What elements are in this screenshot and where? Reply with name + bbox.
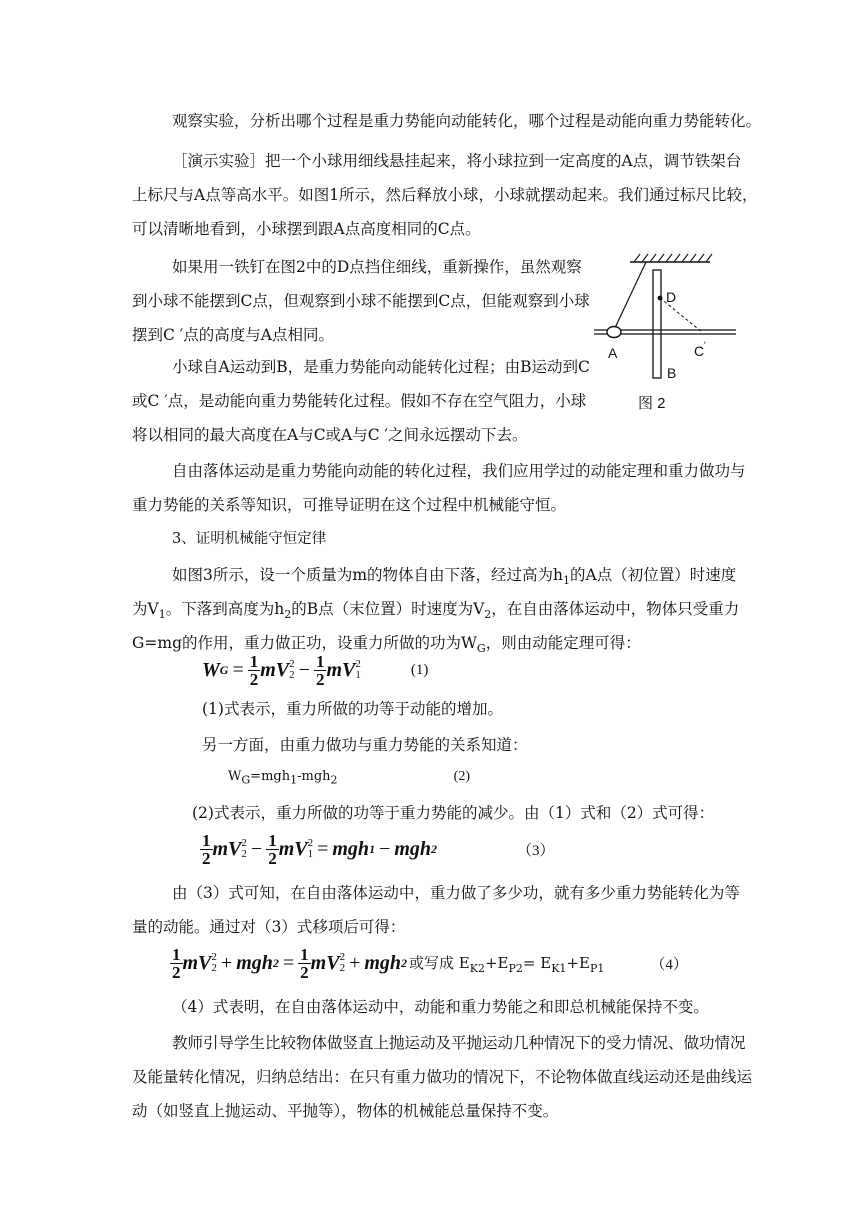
eq2-W: W bbox=[228, 769, 242, 784]
note-eq4: （4）式表明，在自由落体运动中，动能和重力势能之和即总机械能保持不变。 bbox=[172, 998, 709, 1016]
equation-4 bbox=[170, 940, 688, 986]
eq3-mgh1: mgh bbox=[332, 837, 370, 860]
equation-3 bbox=[200, 826, 555, 872]
eq4-mv2: mV bbox=[182, 951, 212, 974]
eq4-mgh2a: mgh bbox=[236, 951, 273, 974]
eq4-sub-k1: K1 bbox=[551, 961, 567, 975]
eq3-sub-1: 1 bbox=[369, 841, 376, 856]
eq4-plus-2: + bbox=[349, 951, 361, 974]
eq2-sub-G: G bbox=[241, 773, 251, 787]
eq4-mgh2b: mgh bbox=[364, 951, 402, 974]
eq3-exp-2: 2 2 bbox=[241, 837, 247, 860]
subscript-v1: 1 bbox=[158, 608, 166, 622]
eq4-sub-2b: 2 bbox=[401, 955, 408, 970]
eq4-equals: = bbox=[282, 951, 295, 974]
eq4-mv2b: mV bbox=[310, 951, 340, 974]
paragraph-summary-line2: 及能量转化情况，归纳总结出：在只有重力做功的情况下，不论物体做直线运动还是曲线运 bbox=[132, 1068, 753, 1086]
eq2-part1: =mgh bbox=[250, 769, 291, 784]
eq3-sub-2: 2 bbox=[431, 841, 438, 856]
paragraph-nail-line1: 如果用一铁钉在图2中的D点挡住细线，重新操作，虽然观察 bbox=[172, 258, 582, 276]
subscript-v2: 2 bbox=[484, 608, 492, 622]
note-eq2: (2)式表示，重力所做的功等于重力势能的减少。由（1）式和（2）式可得： bbox=[192, 804, 715, 822]
eq1-exp-2: 2 2 bbox=[289, 658, 295, 681]
proof-text-5: 的B点（末位置）时速度为V bbox=[291, 600, 485, 618]
paragraph-demo-line1: ［演示实验］把一个小球用细线悬挂起来，将小球拉到一定高度的A点，调节铁架台 bbox=[172, 152, 742, 170]
subscript-G: G bbox=[476, 642, 486, 656]
eq3-number: （3） bbox=[517, 842, 555, 859]
eq4-frac-2: $\frac{1}{2}$ bbox=[300, 944, 309, 982]
label-B: B bbox=[667, 365, 677, 381]
eq4-plus-1: + bbox=[220, 951, 233, 974]
eq4-sub-p1: P1 bbox=[589, 961, 605, 975]
proof-text-4: 。下落到高度为h bbox=[165, 600, 285, 618]
eq4-exp-2a: 2 2 bbox=[211, 951, 217, 974]
paragraph-motion-line2: 或C ′点，是动能向重力势能转化过程。假如不存在空气阻力，小球 bbox=[132, 392, 587, 410]
note-relation: 另一方面，由重力做功与重力势能的关系知道： bbox=[202, 736, 528, 754]
proof-text-7: G=mg的作用，重力做正功，设重力所做的功为W bbox=[132, 634, 477, 652]
eq3-mgh2: mgh bbox=[394, 837, 432, 860]
proof-text-8: ，则由动能定理可得： bbox=[485, 634, 641, 652]
eq3-minus-2: − bbox=[379, 837, 391, 860]
eq1-mv1: mV bbox=[326, 658, 356, 681]
eq4-alt-form: 或写成 $E_{K2}+E_{P2}= E_{K1}+E_{P1}$ bbox=[409, 953, 605, 975]
eq3-minus: − bbox=[250, 837, 263, 860]
proof-text-2: 的A点（初位置）时速度 bbox=[570, 566, 737, 584]
eq1-frac-2: $\frac{1}{2}$ bbox=[315, 651, 325, 689]
paragraph-observe: 观察实验，分析出哪个过程是重力势能向动能转化，哪个过程是动能向重力势能转化。 bbox=[172, 112, 762, 130]
note-eq1: (1)式表示，重力所做的功等于动能的增加。 bbox=[202, 700, 503, 718]
paragraph-demo-line2: 上标尺与A点等高水平。如图1所示，然后释放小球，小球就摆动起来。我们通过标尺比较， bbox=[132, 186, 758, 204]
eq4-sub-k2: K2 bbox=[469, 961, 485, 975]
subscript-h2: 2 bbox=[284, 608, 292, 622]
eq1-number: (1) bbox=[410, 661, 429, 678]
label-C: C bbox=[694, 343, 705, 359]
eq1-mv2: mV bbox=[260, 658, 290, 681]
subscript-1: 1 bbox=[563, 574, 571, 588]
label-D: D bbox=[666, 289, 677, 305]
eq4-exp-2b: 2 2 bbox=[339, 951, 346, 974]
proof-text-6: ，在自由落体运动中，物体只受重力 bbox=[491, 600, 740, 618]
equation-1 bbox=[202, 648, 428, 692]
eq2-sub-1: 1 bbox=[290, 773, 298, 787]
eq3-frac-2: $\frac{1}{2}$ bbox=[268, 830, 277, 868]
paragraph-demo-line3: 可以清晰地看到，小球摆到跟A点高度相同的C点。 bbox=[132, 220, 481, 238]
equation-2 bbox=[228, 760, 470, 798]
eq1-W: W bbox=[202, 658, 220, 681]
eq3-equals: = bbox=[317, 837, 329, 860]
paragraph-summary-line1: 教师引导学生比较物体做竖直上抛运动及平抛运动几种情况下的受力情况、做功情况 bbox=[172, 1034, 746, 1052]
paragraph-summary-line3: 动（如竖直上抛运动、平抛等），物体的机械能总量保持不变。 bbox=[132, 1102, 559, 1120]
eq4-mid-text: 或写成 E bbox=[409, 953, 470, 972]
proof-text-1: 如图3所示，设一个质量为m的物体自由下落，经过高为h bbox=[172, 566, 564, 584]
paragraph-conclusion-line2: 量的动能。通过对（3）式移项后可得： bbox=[132, 918, 406, 936]
eq3-frac-1: $\frac{1}{2}$ bbox=[202, 830, 211, 868]
eq2-part2: -mgh bbox=[297, 769, 331, 784]
label-A: A bbox=[608, 345, 618, 361]
eq4-sub-2a: 2 bbox=[272, 955, 279, 970]
figure-2 bbox=[590, 248, 740, 428]
eq1-frac-1: $\frac{1}{2}$ bbox=[249, 651, 259, 689]
eq1-equals: = bbox=[232, 658, 244, 681]
eq2-sub-2: 2 bbox=[330, 773, 338, 787]
eq1-sub-G: G bbox=[219, 662, 229, 677]
paragraph-freefall-line2: 重力势能的关系等知识，可推导证明在这个过程中机械能守恒。 bbox=[132, 496, 567, 514]
proof-text-3: 为V bbox=[132, 600, 159, 618]
section-heading: 3、证明机械能守恒定律 bbox=[172, 531, 327, 547]
paragraph-motion-line3: 将以相同的最大高度在A与C或A与C ′之间永远摆动下去。 bbox=[132, 426, 528, 444]
eq2-number: (2) bbox=[453, 769, 470, 784]
eq1-minus: − bbox=[298, 658, 310, 681]
paragraph-nail-line2: 到小球不能摆到C点，但观察到小球不能摆到C点，但能观察到小球 bbox=[132, 292, 590, 310]
paragraph-conclusion-line1: 由（3）式可知，在自由落体运动中，重力做了多少功，就有多少重力势能转化为等 bbox=[172, 884, 740, 902]
eq4-sub-p2: P2 bbox=[508, 961, 523, 975]
paragraph-freefall-line1: 自由落体运动是重力势能向动能的转化过程，我们应用学过的动能定理和重力做功与 bbox=[172, 462, 746, 480]
eq4-frac-1: $\frac{1}{2}$ bbox=[172, 944, 181, 982]
eq3-mv2: mV bbox=[212, 837, 242, 860]
figure-caption: 图 2 bbox=[638, 395, 666, 412]
eq4-number: （4） bbox=[650, 956, 688, 973]
label-C-prime: ′ bbox=[704, 340, 706, 350]
eq3-exp-1: 2 1 bbox=[307, 837, 314, 860]
eq1-exp-1: 2 1 bbox=[355, 658, 361, 681]
paragraph-motion-line1: 小球自A运动到B，是重力势能向动能转化过程；由B运动到C bbox=[172, 358, 590, 376]
paragraph-nail-line3: 摆到C ′点的高度与A点相同。 bbox=[132, 326, 335, 344]
eq3-mv1: mV bbox=[278, 837, 308, 860]
